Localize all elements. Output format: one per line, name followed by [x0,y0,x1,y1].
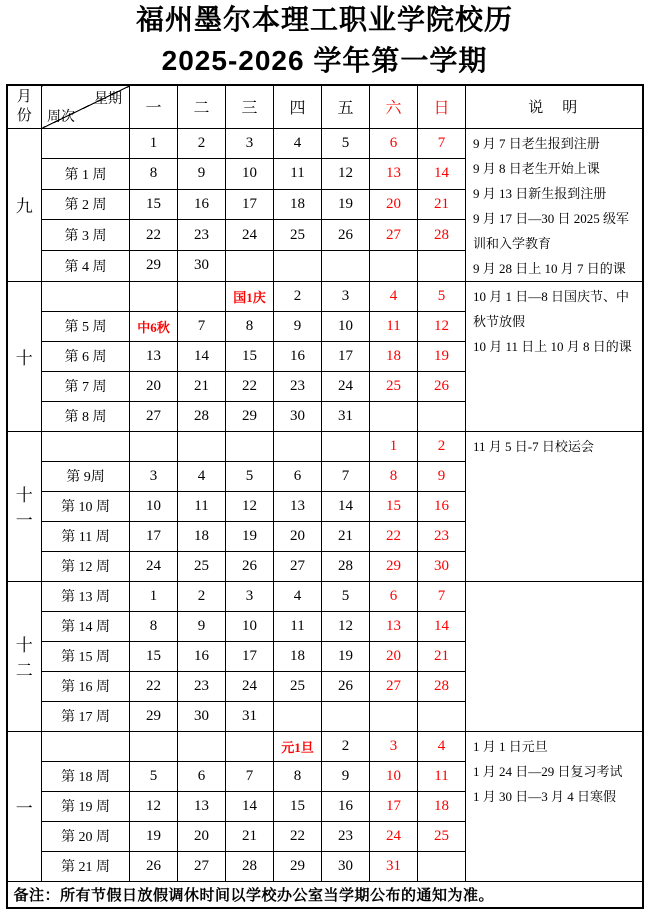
day-cell: 12 [418,311,466,341]
note-line: 9 月 7 日老生报到注册 [473,135,600,151]
day-cell: 19 [322,189,370,220]
day-cell: 7 [178,311,226,341]
empty-day-cell [274,250,322,281]
week-label: 第 18 周 [42,761,130,791]
week-label: 第 10 周 [42,491,130,521]
week-label: 第 6 周 [42,341,130,371]
day-cell: 14 [178,341,226,371]
empty-day-cell [322,701,370,731]
day-cell: 25 [274,220,322,251]
day-cell: 16 [178,189,226,220]
day-cell: 28 [178,401,226,431]
day-cell: 2 [274,281,322,311]
day-cell: 31 [322,401,370,431]
day-cell: 3 [226,581,274,611]
week-label: 第 16 周 [42,671,130,701]
day-cell: 7 [226,761,274,791]
day-cell: 23 [178,671,226,701]
day-cell: 16 [322,791,370,821]
day-cell: 9 [274,311,322,341]
day-cell: 国1庆 [226,281,274,311]
day-cell: 10 [322,311,370,341]
empty-day-cell [226,731,274,761]
day-cell: 2 [178,128,226,159]
day-cell: 28 [418,220,466,251]
note-line: 10 月 1 日—8 日国庆节、中秋节放假 [473,288,630,329]
empty-day-cell [322,431,370,461]
day-cell: 11 [370,311,418,341]
day-cell: 20 [130,371,178,401]
empty-day-cell [130,431,178,461]
day-cell: 中6秋 [130,311,178,341]
day-cell: 15 [130,189,178,220]
day-cell: 3 [130,461,178,491]
day-cell: 12 [322,611,370,641]
day-cell: 11 [418,761,466,791]
day-cell: 20 [370,189,418,220]
day-cell: 30 [274,401,322,431]
empty-day-cell [226,250,274,281]
day-cell: 15 [274,791,322,821]
day-cell: 28 [418,671,466,701]
month-column-header [7,85,42,128]
day-cell: 22 [130,671,178,701]
day-cell: 13 [274,491,322,521]
month-column-header-label: 月份 [16,88,32,124]
day-cell: 23 [178,220,226,251]
day-cell: 4 [274,128,322,159]
week-label: 第 14 周 [42,611,130,641]
week-label: 第 17 周 [42,701,130,731]
month-label: 十一 [7,431,42,581]
day-cell: 4 [178,461,226,491]
empty-day-cell [226,431,274,461]
day-cell: 7 [322,461,370,491]
week-day-diagonal-header [42,85,130,128]
diagonal-top-label: 星期 [94,92,122,107]
day-cell: 6 [370,581,418,611]
day-cell: 2 [322,731,370,761]
day-cell: 26 [130,851,178,881]
month-notes [466,281,643,431]
day-cell: 29 [130,701,178,731]
week-label: 第 1 周 [42,159,130,190]
empty-day-cell [418,701,466,731]
day-cell: 18 [370,341,418,371]
day-cell: 17 [226,189,274,220]
day-cell: 1 [130,128,178,159]
day-cell: 27 [178,851,226,881]
empty-day-cell [178,731,226,761]
day-cell: 31 [370,851,418,881]
day-cell: 28 [322,551,370,581]
day-cell: 11 [178,491,226,521]
day-cell: 15 [370,491,418,521]
weekday-header: 六 [370,85,418,128]
empty-day-cell [274,701,322,731]
day-cell: 26 [226,551,274,581]
week-label [42,281,130,311]
calendar-body [7,128,643,881]
week-label: 第 4 周 [42,250,130,281]
day-cell: 27 [274,551,322,581]
weekday-header: 二 [178,85,226,128]
day-cell: 21 [322,521,370,551]
day-cell: 24 [322,371,370,401]
empty-day-cell [418,250,466,281]
day-cell: 21 [178,371,226,401]
note-line: 10 月 11 日上 10 月 8 日的课 [473,338,632,354]
note-line: 1 月 30 日—3 月 4 日寒假 [473,788,617,804]
week-label: 第 2 周 [42,189,130,220]
calendar-row [7,731,643,761]
day-cell: 23 [274,371,322,401]
month-notes [466,581,643,731]
weekday-header: 一 [130,85,178,128]
day-cell: 28 [226,851,274,881]
week-label [42,731,130,761]
day-cell: 29 [130,250,178,281]
day-cell: 5 [418,281,466,311]
weekday-header: 五 [322,85,370,128]
day-cell: 14 [322,491,370,521]
day-cell: 25 [274,671,322,701]
week-label: 第 12 周 [42,551,130,581]
day-cell: 23 [418,521,466,551]
empty-day-cell [370,401,418,431]
empty-day-cell [370,250,418,281]
diagonal-bottom-label: 周次 [47,109,75,125]
note-line: 9 月 28 日上 10 月 7 日的课 [473,260,626,276]
day-cell: 10 [226,159,274,190]
day-cell: 25 [370,371,418,401]
day-cell: 18 [274,189,322,220]
week-label: 第 15 周 [42,641,130,671]
day-cell: 13 [178,791,226,821]
day-cell: 17 [226,641,274,671]
calendar-row [7,431,643,461]
day-cell: 9 [418,461,466,491]
day-cell: 12 [322,159,370,190]
week-label: 第 19 周 [42,791,130,821]
day-cell: 23 [322,821,370,851]
day-cell: 30 [418,551,466,581]
day-cell: 31 [226,701,274,731]
day-cell: 24 [226,671,274,701]
day-cell: 16 [178,641,226,671]
day-cell: 1 [130,581,178,611]
empty-day-cell [418,401,466,431]
day-cell: 19 [322,641,370,671]
day-cell: 27 [370,671,418,701]
week-label: 第 7 周 [42,371,130,401]
day-cell: 16 [418,491,466,521]
empty-day-cell [322,250,370,281]
day-cell: 6 [370,128,418,159]
note-line: 9 月 17 日—30 日 2025 级军训和入学教育 [473,210,630,251]
month-label: 九 [7,128,42,281]
calendar-footer [7,881,643,908]
calendar-row [7,581,643,611]
empty-day-cell [370,701,418,731]
day-cell: 27 [130,401,178,431]
day-cell: 1 [370,431,418,461]
day-cell: 24 [130,551,178,581]
day-cell: 19 [130,821,178,851]
day-cell: 27 [370,220,418,251]
day-cell: 8 [130,611,178,641]
weekday-header: 日 [418,85,466,128]
calendar-table [6,84,644,909]
day-cell: 21 [226,821,274,851]
week-label [42,431,130,461]
day-cell: 13 [370,159,418,190]
day-cell: 14 [226,791,274,821]
day-cell: 8 [130,159,178,190]
note-line: 1 月 1 日元旦 [473,738,548,754]
day-cell: 18 [178,521,226,551]
footer-row [7,881,643,908]
day-cell: 元1旦 [274,731,322,761]
day-cell: 7 [418,581,466,611]
day-cell: 3 [322,281,370,311]
day-cell: 16 [274,341,322,371]
day-cell: 26 [322,220,370,251]
month-label: 一 [7,731,42,881]
day-cell: 9 [322,761,370,791]
week-label [42,128,130,159]
weekday-header: 三 [226,85,274,128]
note-line: 11 月 5 日-7 日校运会 [473,438,594,454]
day-cell: 20 [370,641,418,671]
day-cell: 14 [418,611,466,641]
day-cell: 8 [274,761,322,791]
empty-day-cell [130,281,178,311]
week-label: 第 5 周 [42,311,130,341]
day-cell: 19 [226,521,274,551]
day-cell: 29 [226,401,274,431]
footer-note: 备注：所有节假日放假调休时间以学校办公室当学期公布的通知为准。 [7,881,643,908]
day-cell: 13 [130,341,178,371]
day-cell: 30 [178,250,226,281]
notes-column-header: 说 明 [466,85,643,128]
day-cell: 5 [130,761,178,791]
day-cell: 5 [322,128,370,159]
day-cell: 4 [274,581,322,611]
page-title: 福州墨尔本理工职业学院校历 [135,4,513,35]
month-notes [466,431,643,581]
day-cell: 22 [226,371,274,401]
day-cell: 10 [370,761,418,791]
empty-day-cell [178,431,226,461]
empty-day-cell [178,281,226,311]
day-cell: 29 [274,851,322,881]
day-cell: 17 [322,341,370,371]
day-cell: 26 [322,671,370,701]
day-cell: 8 [370,461,418,491]
day-cell: 2 [418,431,466,461]
day-cell: 29 [370,551,418,581]
day-cell: 12 [130,791,178,821]
day-cell: 21 [418,641,466,671]
day-cell: 6 [274,461,322,491]
day-cell: 19 [418,341,466,371]
day-cell: 11 [274,159,322,190]
day-cell: 9 [178,159,226,190]
note-line: 9 月 8 日老生开始上课 [473,160,600,176]
day-cell: 24 [226,220,274,251]
day-cell: 17 [130,521,178,551]
day-cell: 10 [130,491,178,521]
month-notes [466,731,643,881]
empty-day-cell [130,731,178,761]
day-cell: 15 [226,341,274,371]
day-cell: 22 [370,521,418,551]
day-cell: 13 [370,611,418,641]
day-cell: 22 [274,821,322,851]
week-label: 第 20 周 [42,821,130,851]
month-notes [466,128,643,281]
day-cell: 4 [418,731,466,761]
day-cell: 4 [370,281,418,311]
day-cell: 25 [418,821,466,851]
day-cell: 6 [178,761,226,791]
day-cell: 14 [418,159,466,190]
day-cell: 10 [226,611,274,641]
weekday-header: 四 [274,85,322,128]
day-cell: 12 [226,491,274,521]
week-label: 第 11 周 [42,521,130,551]
day-cell: 3 [226,128,274,159]
week-label: 第 13 周 [42,581,130,611]
day-cell: 11 [274,611,322,641]
day-cell: 20 [274,521,322,551]
week-label: 第 9周 [42,461,130,491]
month-label: 十二 [7,581,42,731]
calendar-row [7,128,643,159]
day-cell: 18 [274,641,322,671]
week-label: 第 3 周 [42,220,130,251]
day-cell: 9 [178,611,226,641]
day-cell: 20 [178,821,226,851]
page-subtitle: 2025-2026 学年第一学期 [161,45,488,76]
day-cell: 7 [418,128,466,159]
calendar-row [7,281,643,311]
empty-day-cell [274,431,322,461]
header-row [7,85,643,128]
empty-day-cell [418,851,466,881]
day-cell: 17 [370,791,418,821]
day-cell: 18 [418,791,466,821]
day-cell: 8 [226,311,274,341]
day-cell: 5 [226,461,274,491]
day-cell: 2 [178,581,226,611]
day-cell: 21 [418,189,466,220]
day-cell: 26 [418,371,466,401]
day-cell: 15 [130,641,178,671]
day-cell: 25 [178,551,226,581]
day-cell: 22 [130,220,178,251]
day-cell: 5 [322,581,370,611]
week-label: 第 8 周 [42,401,130,431]
day-cell: 24 [370,821,418,851]
day-cell: 30 [322,851,370,881]
note-line: 1 月 24 日—29 日复习考试 [473,763,623,779]
note-line: 9 月 13 日新生报到注册 [473,185,607,201]
week-label: 第 21 周 [42,851,130,881]
day-cell: 3 [370,731,418,761]
day-cell: 30 [178,701,226,731]
month-label: 十 [7,281,42,431]
